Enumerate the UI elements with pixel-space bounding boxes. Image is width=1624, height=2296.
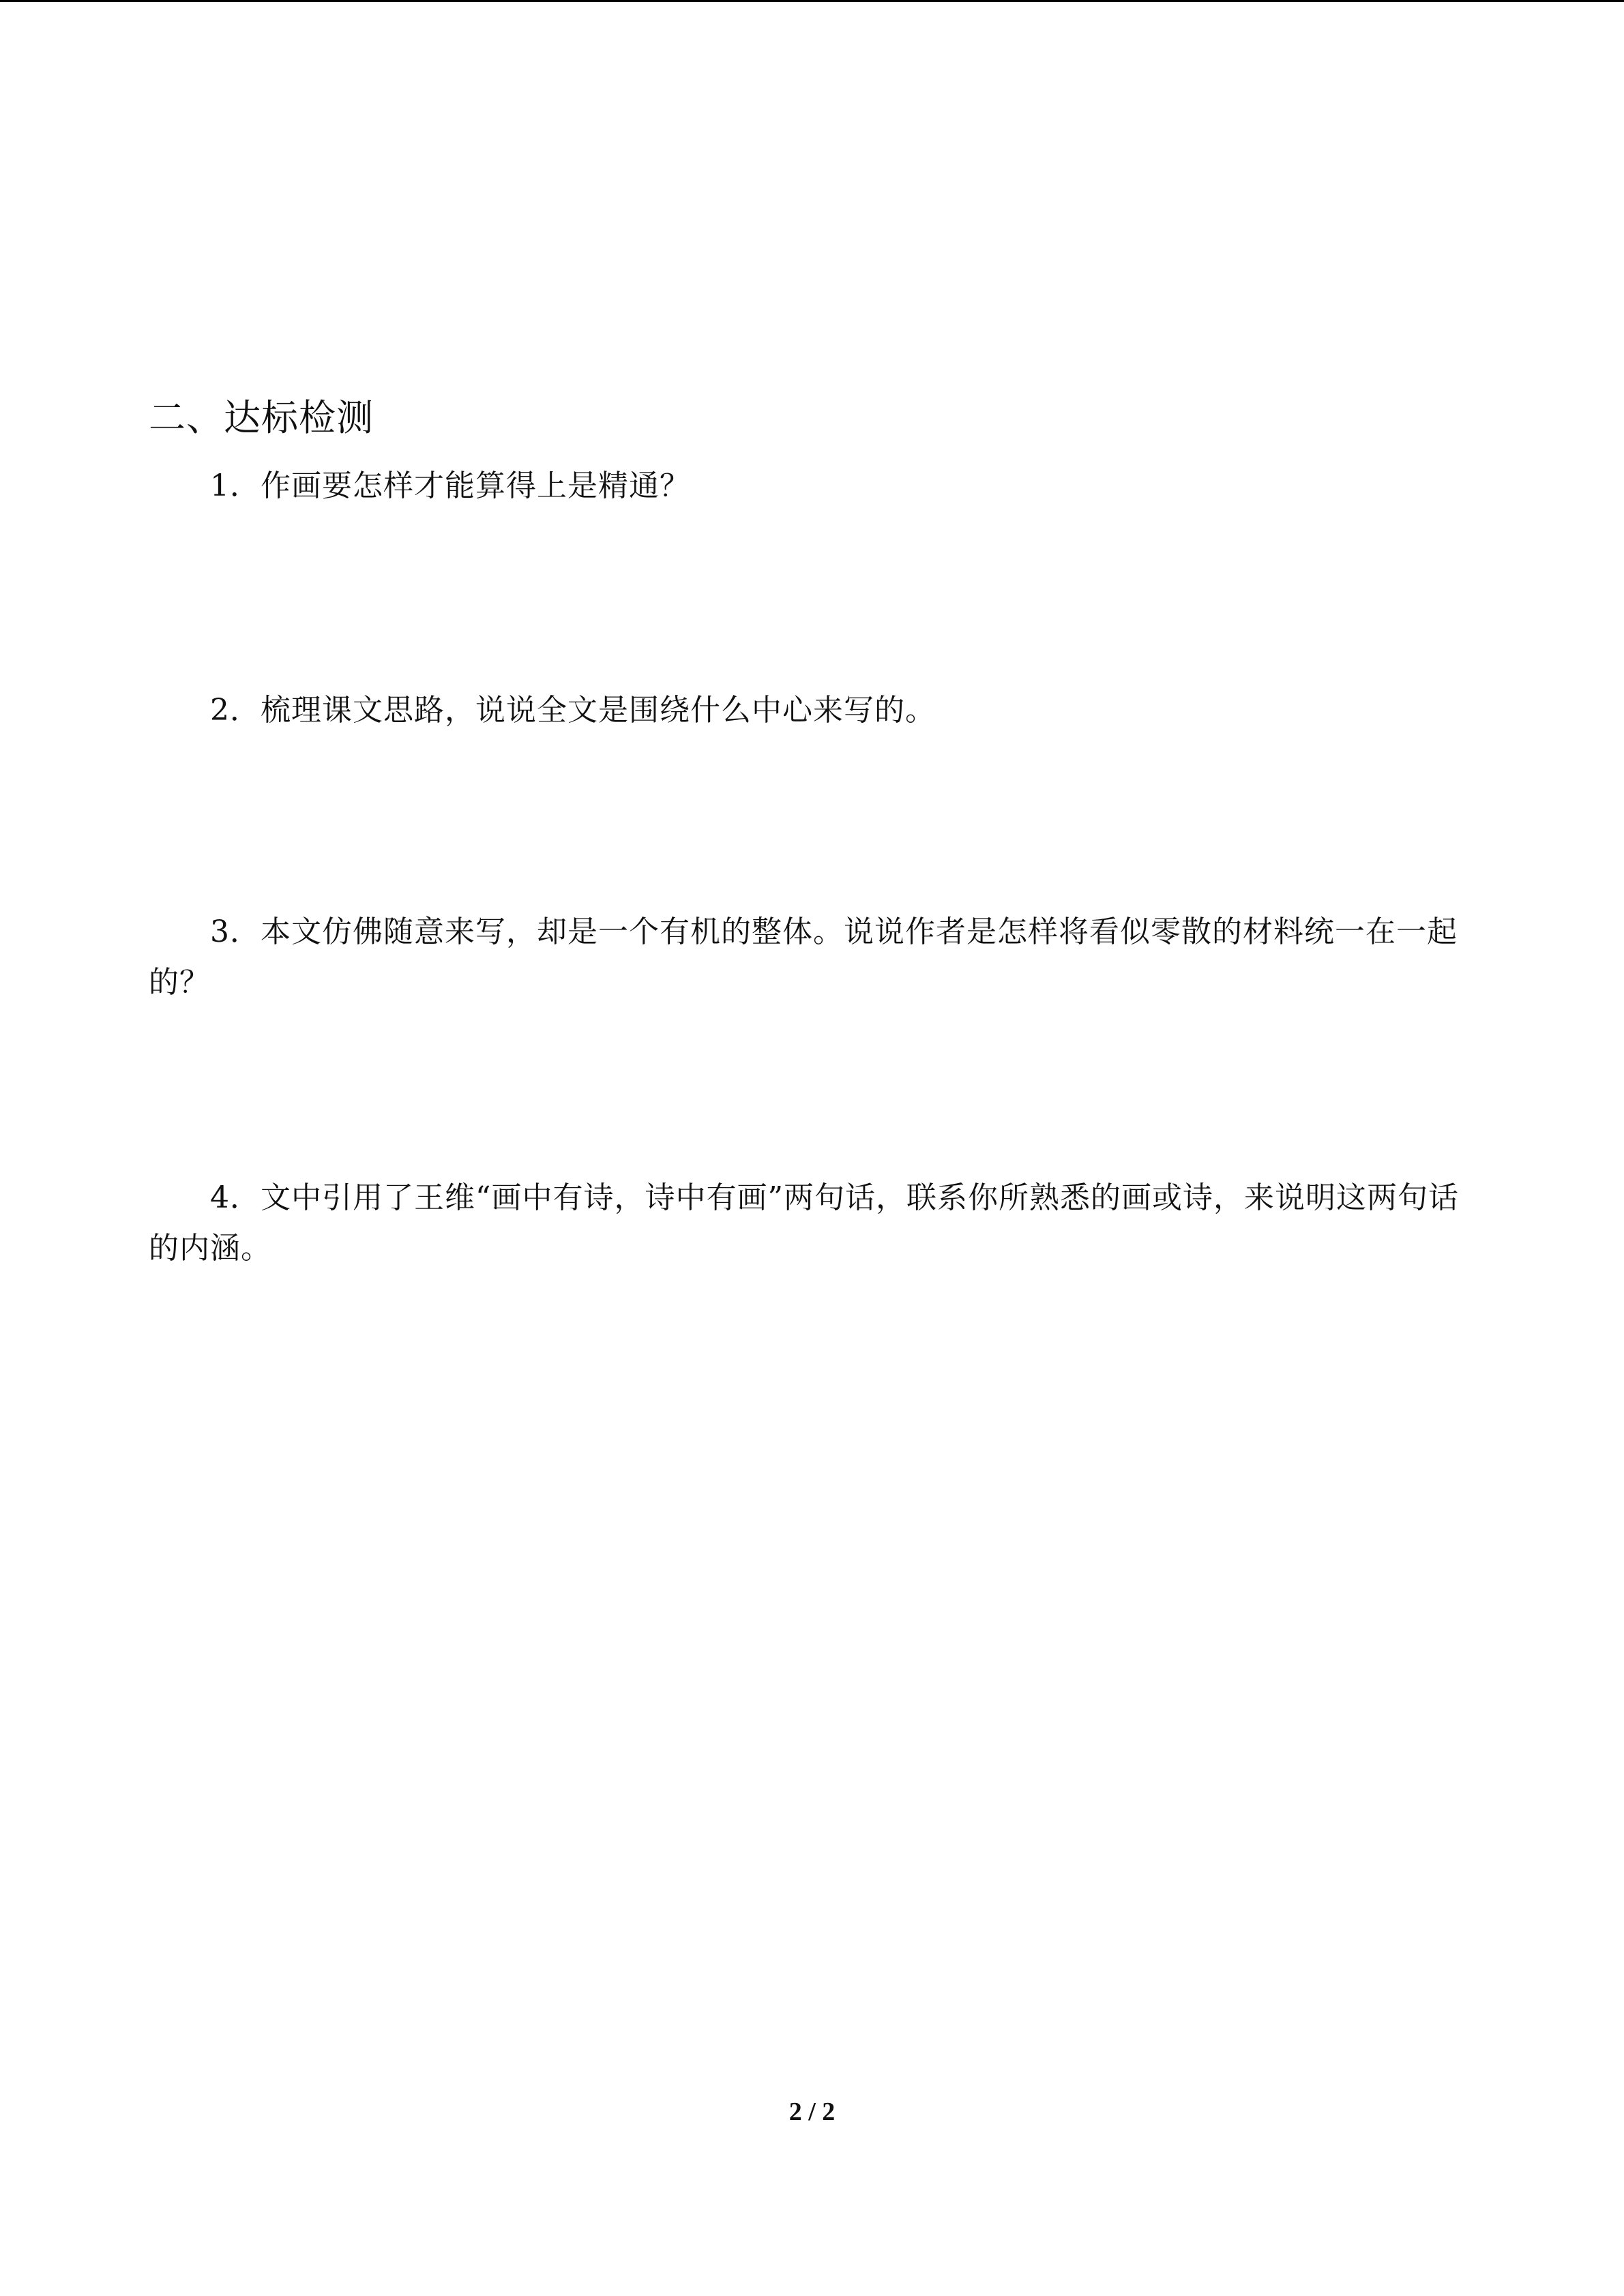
section-heading: 二、达标检测 [149, 396, 374, 439]
question-2: 2．梳理课文思路，说说全文是围绕什么中心来写的。 [210, 693, 936, 728]
question-1: 1．作画要怎样才能算得上是精通？ [210, 468, 690, 503]
question-3: 3．本文仿佛随意来写，却是一个有机的整体。说说作者是怎样将看似零散的材料统一在一起的？ [149, 914, 1458, 1000]
page-number: 2 / 2 [788, 2098, 836, 2126]
question-4: 4．文中引用了王维“画中有诗，诗中有画”两句话，联系你所熟悉的画或诗，来说明这两句话的内涵。 [149, 1180, 1459, 1266]
